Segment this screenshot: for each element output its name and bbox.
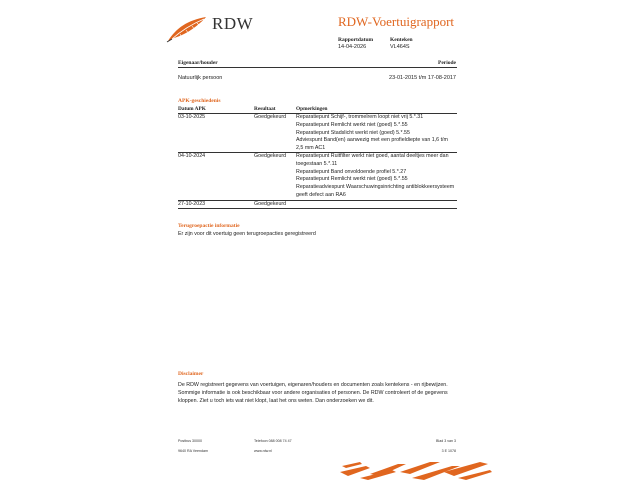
apk-date: 27-10-2023 <box>178 201 206 207</box>
apk-remark: Reparatiepunt Band onvoldoende profiel 5.*.27 <box>296 168 407 175</box>
footer-phone: Telefoon 088 008 74 47 <box>254 439 292 443</box>
apk-date: 03-10-2025 <box>178 114 206 120</box>
apk-remark: Reparatiepunt Stadslicht werkt niet (goed) 5.*.55 <box>296 129 410 136</box>
apk-remark: Reparatiepunt Ruitfilter werkt niet goed, aantal deeltjes meer dan <box>296 153 449 159</box>
report-date-value: 14-04-2026 <box>338 44 367 50</box>
apk-remark: toegestaan 5.*.11 <box>296 160 338 167</box>
footer-page: Blad 3 van 3 <box>436 439 456 443</box>
disclaimer-line: De RDW registreert gegevens van voertuigen, eigenaren/houders en documenten zoals kentekens - en rijbewijzen. <box>178 382 448 388</box>
apk-section-title: APK-geschiedenis <box>178 98 221 104</box>
brand-name: RDW <box>212 14 254 33</box>
rdw-logo <box>166 14 254 46</box>
apk-remarks <box>296 153 456 200</box>
rdw-footer-stripes-icon <box>340 460 492 480</box>
footer-city: 9640 RA Veendam <box>178 449 208 453</box>
apk-row-rule <box>178 200 457 201</box>
report-date-label: Rapportdatum <box>338 37 374 43</box>
apk-result: Goedgekeurd <box>254 201 287 207</box>
recall-text: Er zijn voor dit voertuig geen terugroepacties geregistreerd <box>178 231 316 237</box>
apk-row-rule <box>178 208 457 209</box>
apk-remark: Reparatiepunt Schijf-, trommelrem loopt niet vrij 5.*.31 <box>296 114 424 120</box>
disclaimer-title: Disclaimer <box>178 371 204 377</box>
apk-remark: Reparatiepunt Remlicht werkt niet (goed) 5.*.55 <box>296 176 408 183</box>
period-header-label: Periode <box>437 60 456 66</box>
apk-result: Goedgekeurd <box>254 114 287 120</box>
disclaimer-text <box>178 381 458 405</box>
owner-header-label: Eigenaar/houder <box>178 60 218 66</box>
apk-header-remarks: Opmerkingen <box>296 106 328 112</box>
apk-remark: 2,5 mm AC1 <box>296 145 326 152</box>
owner-period: 23-01-2015 t/m 17-08-2017 <box>389 75 456 81</box>
apk-header-date: Datum APK <box>178 106 206 112</box>
document-title: RDW-Voertuigrapport <box>338 14 455 29</box>
plate-label: Kenteken <box>390 37 413 43</box>
apk-remark: Reparatieadviespunt Waarschuwingsinrichting antiblokkeersysteem <box>296 184 455 191</box>
owner-rule <box>178 67 457 68</box>
footer-web[interactable]: www.rdw.nl <box>254 449 272 453</box>
plate-value: VL464S <box>390 44 410 50</box>
apk-remark: Adviespunt Band(en) aanwezig met een profieldiepte van 1,6 t/m <box>296 137 448 144</box>
rdw-leaf-icon <box>166 14 210 44</box>
apk-remark: geeft defect aan RA6 <box>296 191 346 198</box>
apk-header-result: Resultaat <box>254 106 276 112</box>
recall-section-title: Terugroepactie informatie <box>178 223 240 229</box>
footer-code: 3 E 1078 <box>441 449 456 453</box>
disclaimer-line: Sommige informatie is ook beschikbaar voor andere organisaties of personen. De RDW controleert of de gegevens <box>178 390 448 396</box>
footer-postbus: Postbus 30000 <box>178 439 202 443</box>
owner-type: Natuurlijk persoon <box>178 75 223 81</box>
apk-remark: Reparatiepunt Remlicht werkt niet (goed) 5.*.55 <box>296 121 408 128</box>
disclaimer-line: kloppen. Ziet u toch iets wat niet klopt, laat het ons weten. Dan onderzoeken we dit. <box>178 398 374 404</box>
apk-result: Goedgekeurd <box>254 153 287 159</box>
apk-date: 04-10-2024 <box>178 153 206 159</box>
apk-remarks <box>296 114 456 153</box>
